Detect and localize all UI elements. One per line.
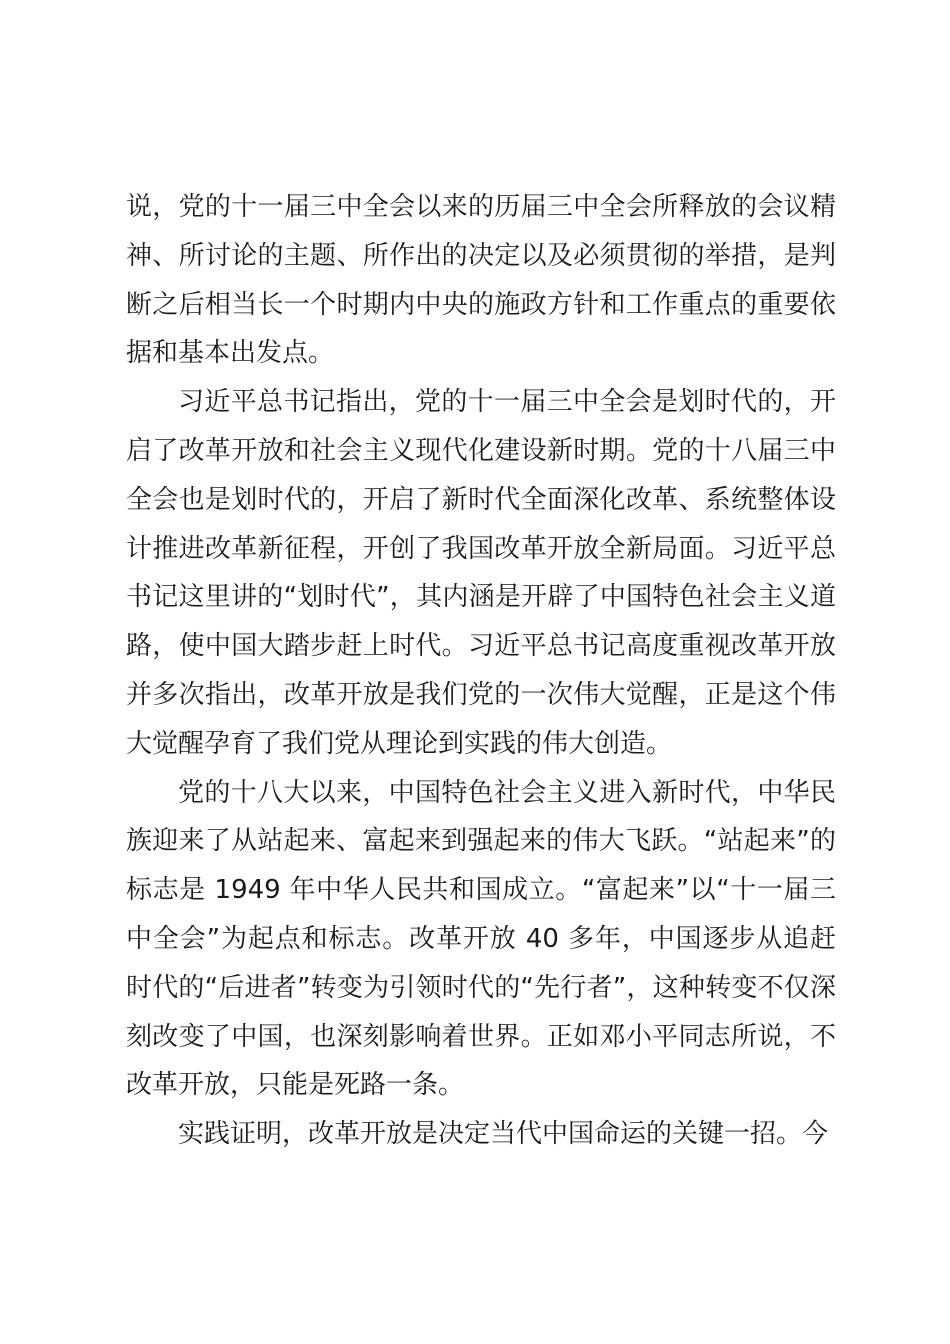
paragraph-2: 习近平总书记指出，党的十一届三中全会是划时代的，开启了改革开放和社会主义现代化建设新时期。党的十八届三中全会也是划时代的，开启了新时代全面深化改革、系统整体设计推进改革新征程，开创了我国改革开放全新局面。习近平总书记这里讲的“划时代”，其内涵是开辟了中国特色社会主义道路，使中国大踏步赶上时代。习近平总书记高度重视改革开放并多次指出，改革开放是我们党的一次伟大觉醒，正是这个伟大觉醒孕育了我们党从理论到实践的伟大创造。: [126, 387, 836, 759]
paragraph-1: 说，党的十一届三中全会以来的历届三中全会所释放的会议精神、所讨论的主题、所作出的决定以及必须贯彻的举措，是判断之后相当长一个时期内中央的施政方针和工作重点的重要依据和基本出发点。: [126, 192, 836, 369]
paragraph-3: 党的十八大以来，中国特色社会主义进入新时代，中华民族迎来了从站起来、富起来到强起来的伟大飞跃。“站起来”的标志是 1949 年中华人民共和国成立。“富起来”以“十一届三中全会”为起点和标志。改革开放 40 多年，中国逐步从追赶时代的“后进者”转变为引领时代的“先行者”，这种转变不仅深刻改变了中国，也深刻影响着世界。正如邓小平同志所说，不改革开放，只能是死路一条。: [126, 777, 836, 1101]
paragraph-4: 实践证明，改革开放是决定当代中国命运的关键一招。今: [178, 1119, 829, 1150]
body-text: [126, 183, 836, 1159]
